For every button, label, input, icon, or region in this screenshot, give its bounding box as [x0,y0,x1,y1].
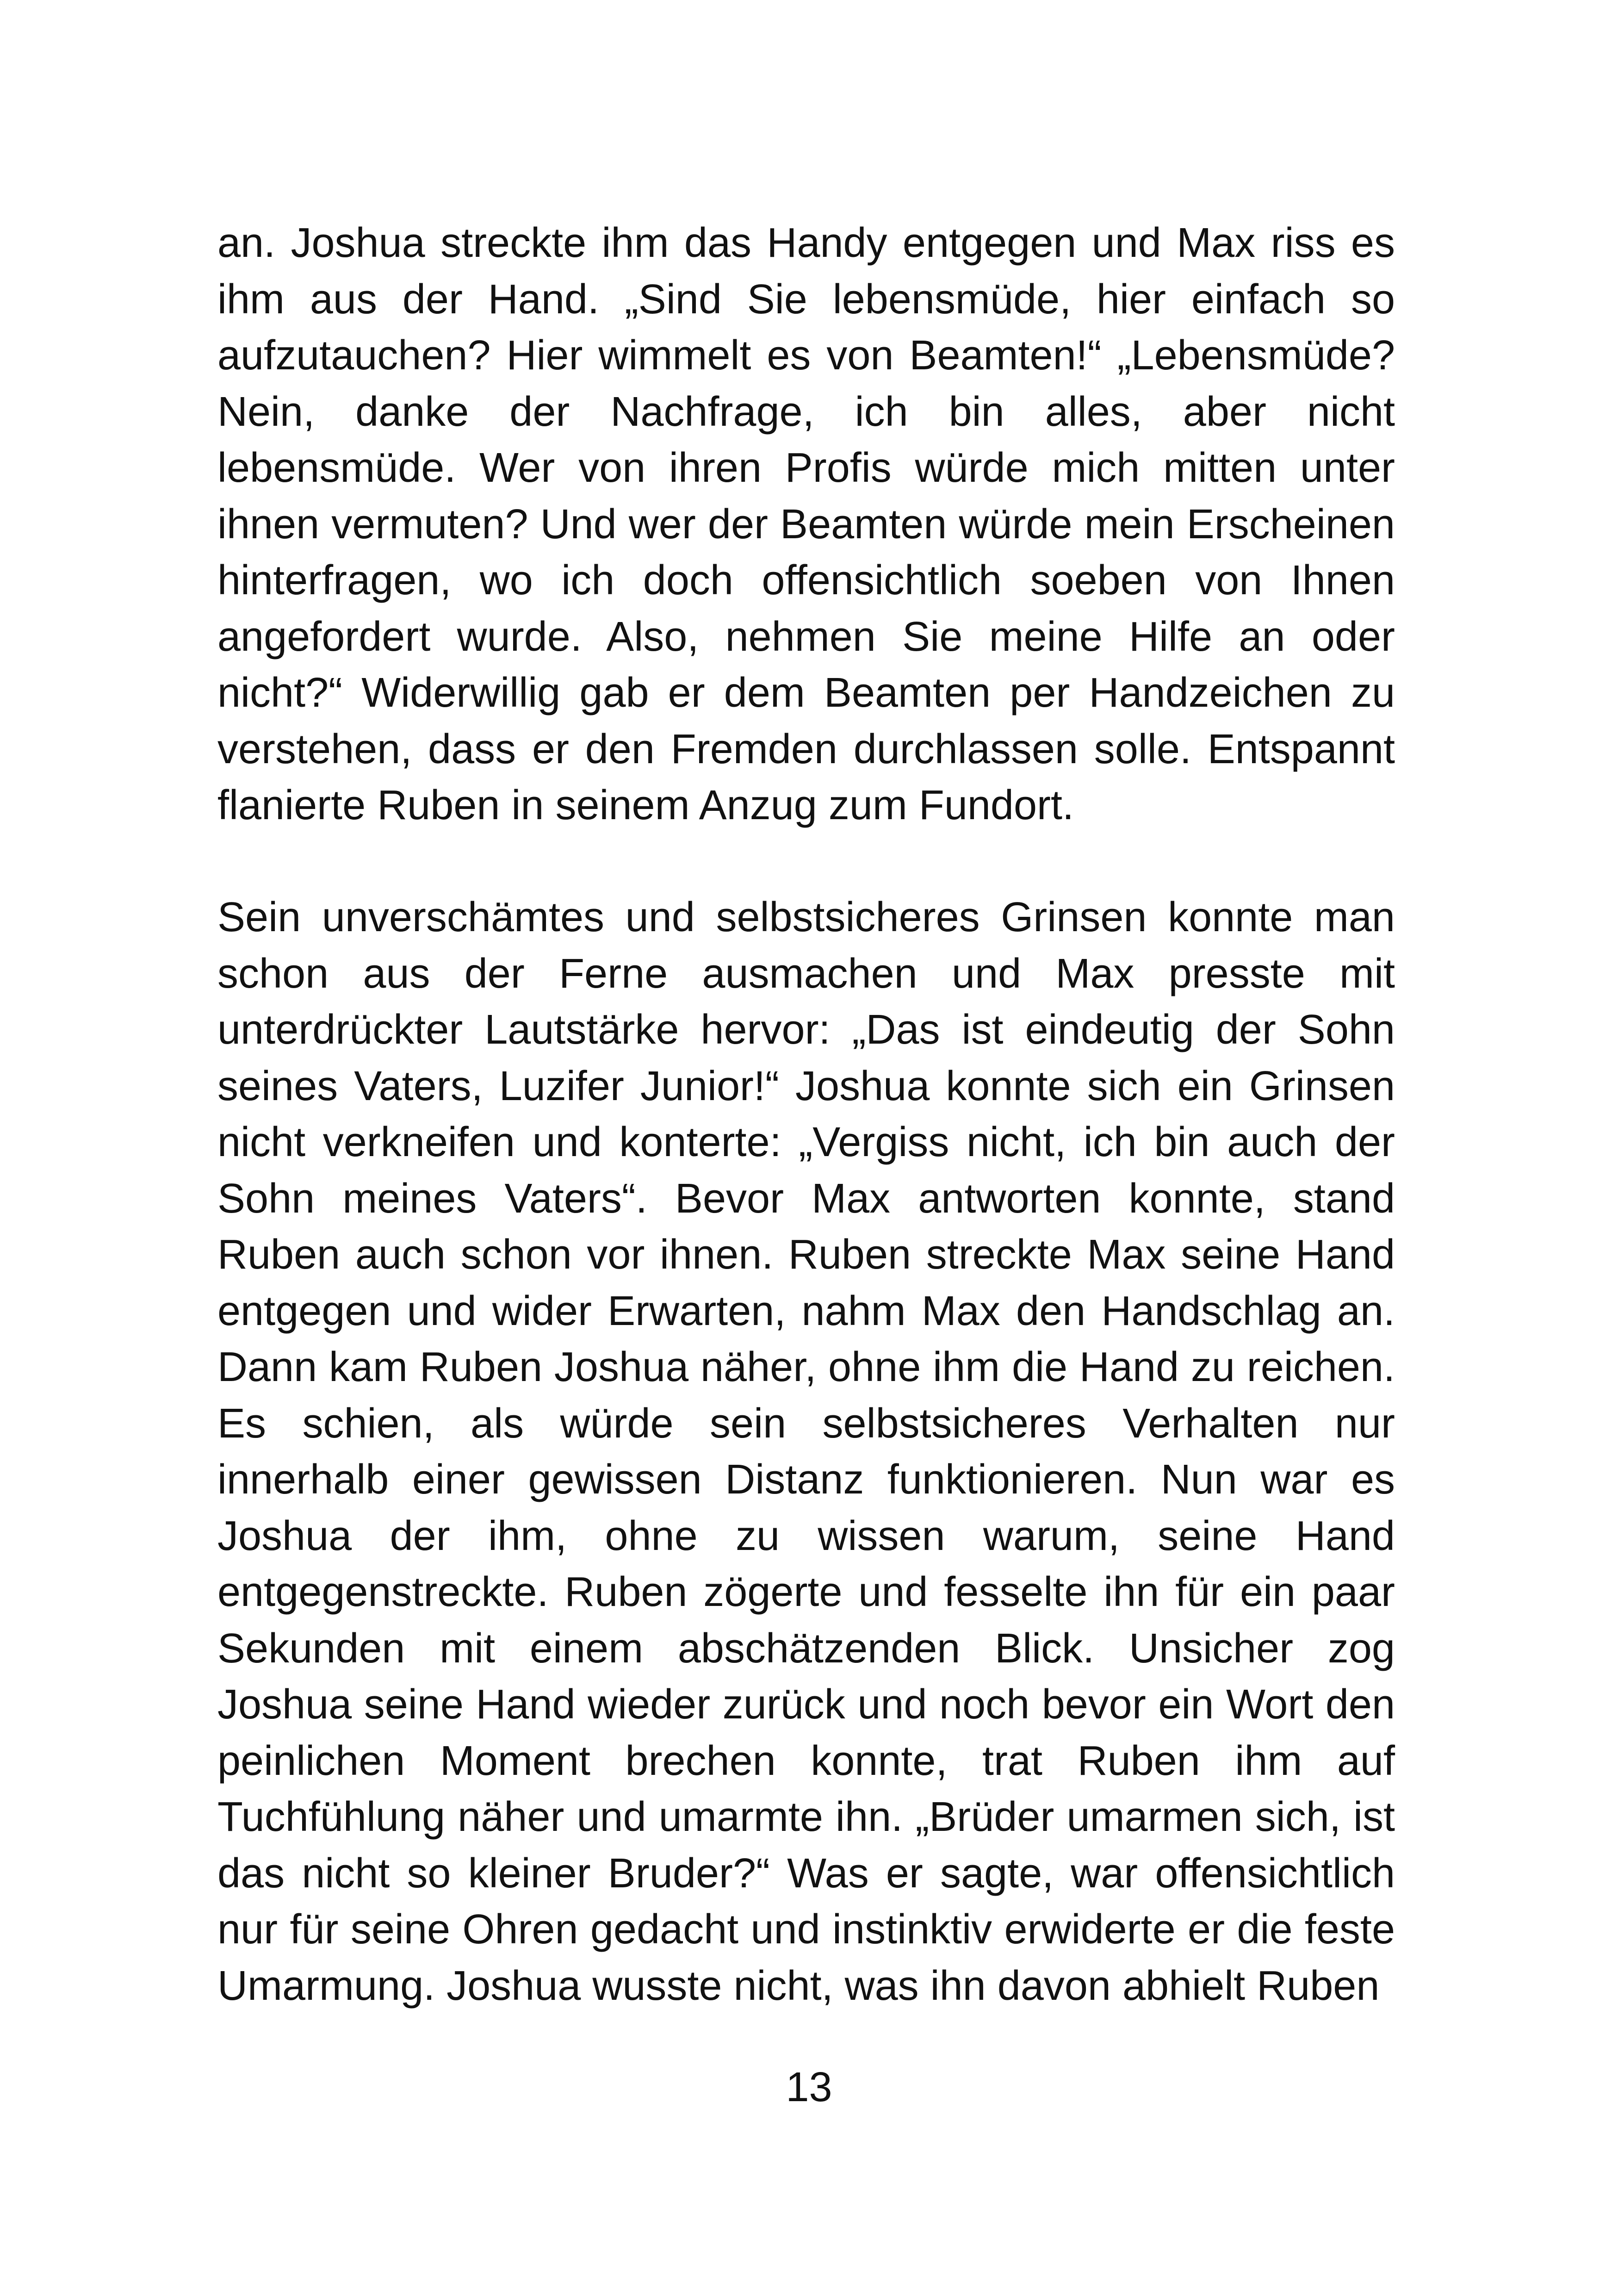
paragraph-2: Sein unverschämtes und selbstsicheres Grinsen konnte man schon aus der Ferne ausmachen und Max presste mit unterdrückter Lautstärke hervor: „Das ist eindeutig der Sohn seines Vaters, Luzifer Junior!“ Joshua konnte sich ein Grinsen nicht verkneifen und konterte: „Vergiss nicht, ich bin auch der Sohn meines Vaters“. Bevor Max antworten konnte, stand Ruben auch schon vor ihnen. Ruben streckte Max seine Hand entgegen und wider Erwarten, nahm Max den Handschlag an. Dann kam Ruben Joshua näher, ohne ihm die Hand zu reichen. Es schien, als würde sein selbstsicheres Verhalten nur innerhalb einer gewissen Distanz funktionieren. Nun war es Joshua der ihm, ohne zu wissen warum, seine Hand entgegenstreckte. Ruben zögerte und fesselte ihn für ein paar Sekunden mit einem abschätzenden Blick. Unsicher zog Joshua seine Hand wieder zurück und noch bevor ein Wort den peinlichen Moment brechen konnte, trat Ruben ihm auf Tuchfühlung näher und umarmte ihn. „Brüder umarmen sich, ist das nicht so kleiner Bruder?“ Was er sagte, war offensichtlich nur für seine Ohren gedacht und instinktiv erwiderte er die feste Umarmung. Joshua wusste nicht, was ihn davon abhielt Ruben [217,894,1395,2009]
paragraph-1: an. Joshua streckte ihm das Handy entgegen und Max riss es ihm aus der Hand. „Sind Sie lebensmüde, hier einfach so aufzutauchen? Hier wimmelt es von Beamten!“ „Lebensmüde? Nein, danke der Nachfrage, ich bin alles, aber nicht lebensmüde. Wer von ihren Profis würde mich mitten unter ihnen vermuten? Und wer der Beamten würde mein Erscheinen hinterfragen, wo ich doch offensichtlich soeben von Ihnen angefordert wurde. Also, nehmen Sie meine Hilfe an oder nicht?“ Widerwillig gab er dem Beamten per Handzeichen zu verstehen, dass er den Fremden durchlassen solle. Entspannt flanierte Ruben in seinem Anzug zum Fundort. [217,220,1395,828]
page-number: 13 [786,2064,832,2110]
